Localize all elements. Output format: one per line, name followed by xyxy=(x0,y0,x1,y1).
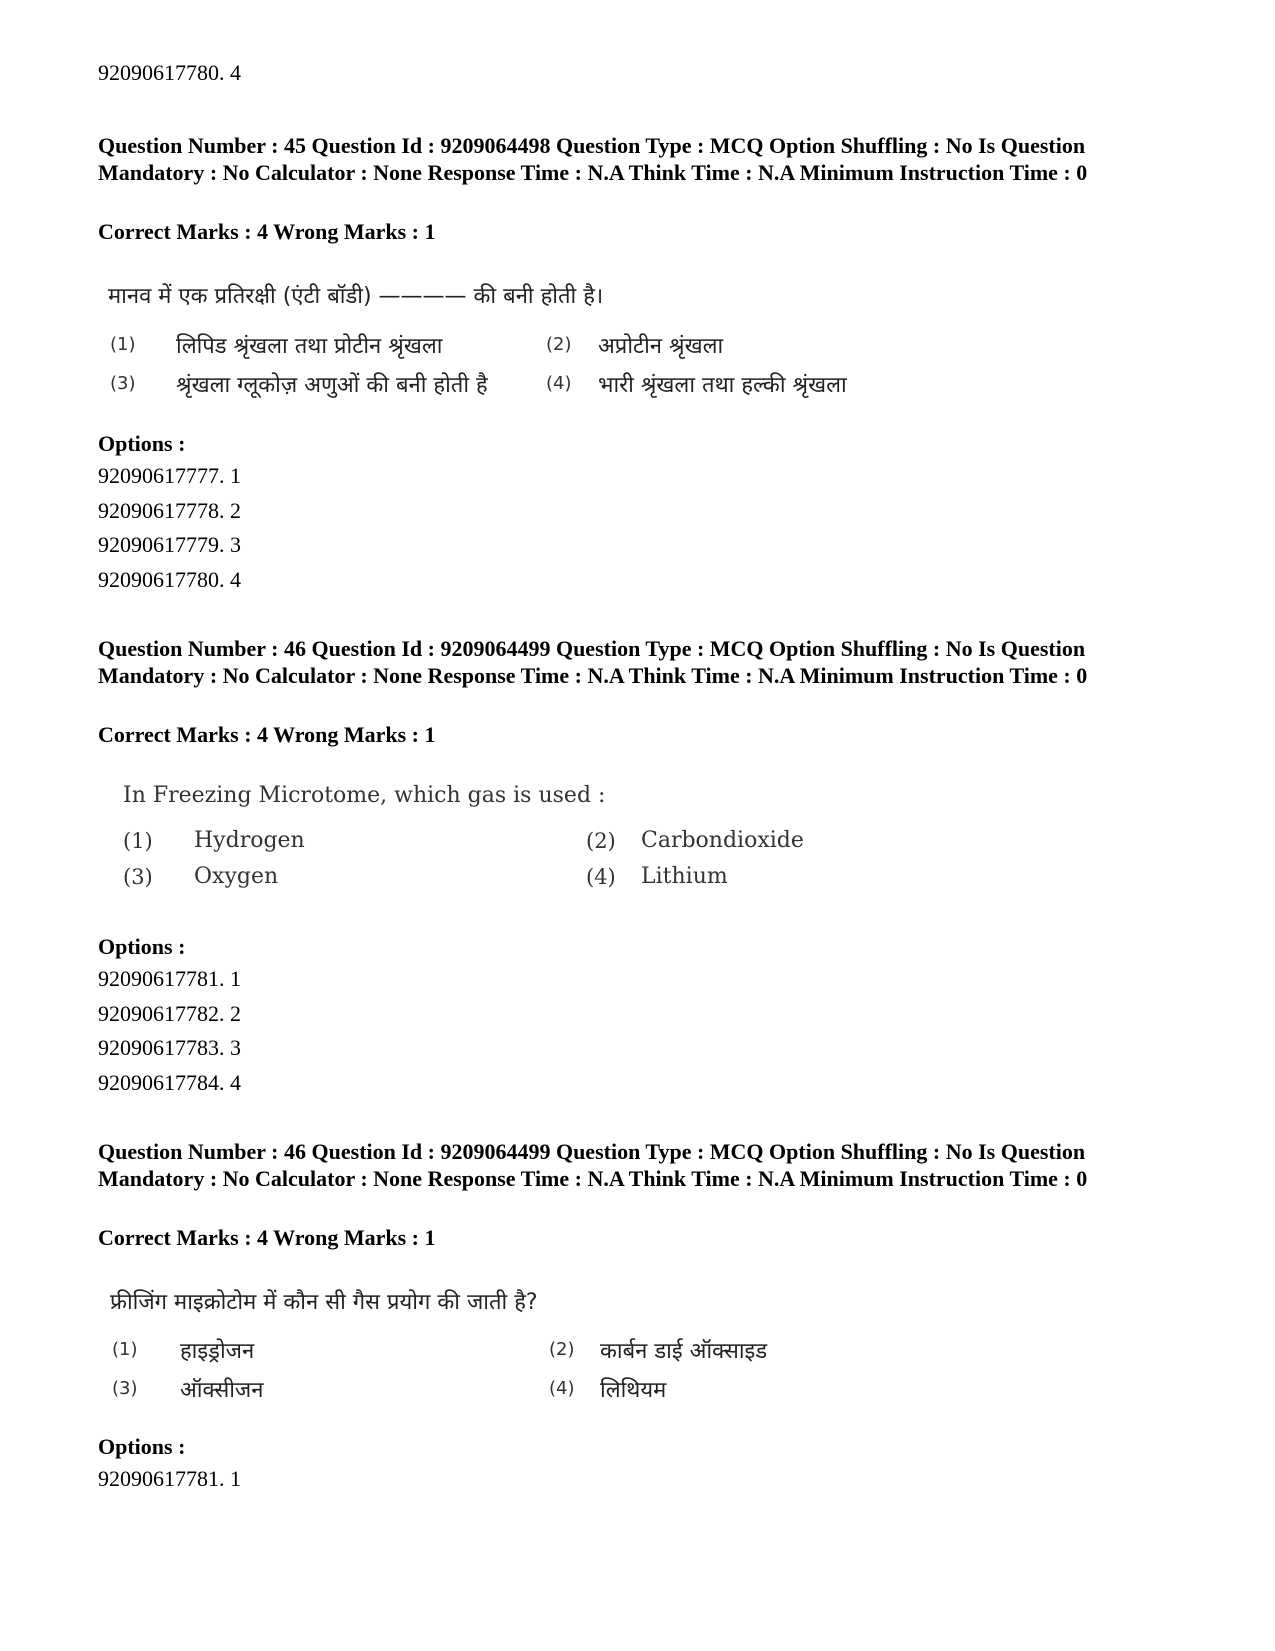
question-image xyxy=(98,775,1098,915)
option-item: 92090617778. 2 xyxy=(98,497,241,523)
options-list xyxy=(98,962,241,1100)
option-item: 92090617782. 2 xyxy=(98,1000,241,1026)
choice-number: (3) xyxy=(110,373,136,394)
question-stem: फ्रीजिंग माइक्रोटोम में कौन सी गैस प्रयोग की जाती है? xyxy=(110,1290,538,1315)
choice-text: Carbondioxide xyxy=(641,828,804,853)
options-list xyxy=(98,1462,241,1497)
choice-number: (2) xyxy=(549,1339,575,1360)
choice-number: (2) xyxy=(586,829,616,853)
choice-number: (4) xyxy=(546,373,572,394)
question-header: Question Number : 45 Question Id : 9209064498 Question Type : MCQ Option Shuffling : No Is Question Mandatory : No Calculator : None Response Time : N.A Think Time : N.A Minimum Instruction Time : 0 xyxy=(98,133,1088,185)
choice-number: (3) xyxy=(123,865,153,889)
choice-text: ऑक्सीजन xyxy=(180,1378,264,1403)
options-list xyxy=(98,459,241,597)
question-header: Question Number : 46 Question Id : 9209064499 Question Type : MCQ Option Shuffling : No Is Question Mandatory : No Calculator : None Response Time : N.A Think Time : N.A Minimum Instruction Time : 0 xyxy=(98,636,1088,688)
choice-text: हाइड्रोजन xyxy=(180,1339,255,1364)
option-item: 92090617781. 1 xyxy=(98,1466,241,1491)
options-label: Options : xyxy=(98,431,186,456)
options-label: Options : xyxy=(98,1434,186,1459)
option-item: 92090617783. 3 xyxy=(98,1035,241,1060)
choice-number: (2) xyxy=(546,334,572,355)
choice-number: (1) xyxy=(123,829,153,853)
prev-option-line: 92090617780. 4 xyxy=(98,60,241,85)
marks-line: Correct Marks : 4 Wrong Marks : 1 xyxy=(98,1225,436,1250)
choice-number: (4) xyxy=(586,865,616,889)
option-item: 92090617780. 4 xyxy=(98,566,241,592)
choice-text: भारी श्रृंखला तथा हल्की श्रृंखला xyxy=(598,373,847,398)
choice-text: लिपिड श्रृंखला तथा प्रोटीन श्रृंखला xyxy=(176,334,443,359)
option-item: 92090617777. 1 xyxy=(98,463,241,488)
question-stem: मानव में एक प्रतिरक्षी (एंटी बॉडी) ———— की बनी होती है। xyxy=(108,284,604,309)
question-image xyxy=(98,272,1098,412)
choice-number: (4) xyxy=(549,1378,575,1399)
choice-text: Hydrogen xyxy=(194,828,305,853)
choice-text: कार्बन डाई ऑक्साइड xyxy=(600,1339,768,1364)
choice-number: (3) xyxy=(112,1378,138,1399)
option-item: 92090617784. 4 xyxy=(98,1069,241,1095)
choice-text: श्रृंखला ग्लूकोज़ अणुओं की बनी होती है xyxy=(176,373,488,398)
choice-text: लिथियम xyxy=(600,1378,667,1403)
choice-text: अप्रोटीन श्रृंखला xyxy=(598,334,724,359)
option-item: 92090617779. 3 xyxy=(98,532,241,557)
option-item: 92090617781. 1 xyxy=(98,966,241,991)
question-header: Question Number : 46 Question Id : 9209064499 Question Type : MCQ Option Shuffling : No Is Question Mandatory : No Calculator : None Response Time : N.A Think Time : N.A Minimum Instruction Time : 0 xyxy=(98,1139,1088,1191)
marks-line: Correct Marks : 4 Wrong Marks : 1 xyxy=(98,722,436,747)
choice-number: (1) xyxy=(112,1339,138,1360)
options-label: Options : xyxy=(98,934,186,959)
marks-line: Correct Marks : 4 Wrong Marks : 1 xyxy=(98,219,436,244)
choice-number: (1) xyxy=(110,334,136,355)
choice-text: Oxygen xyxy=(194,864,279,889)
choice-text: Lithium xyxy=(641,864,728,889)
question-image xyxy=(98,1278,1098,1418)
question-stem: In Freezing Microtome, which gas is used : xyxy=(123,783,606,808)
